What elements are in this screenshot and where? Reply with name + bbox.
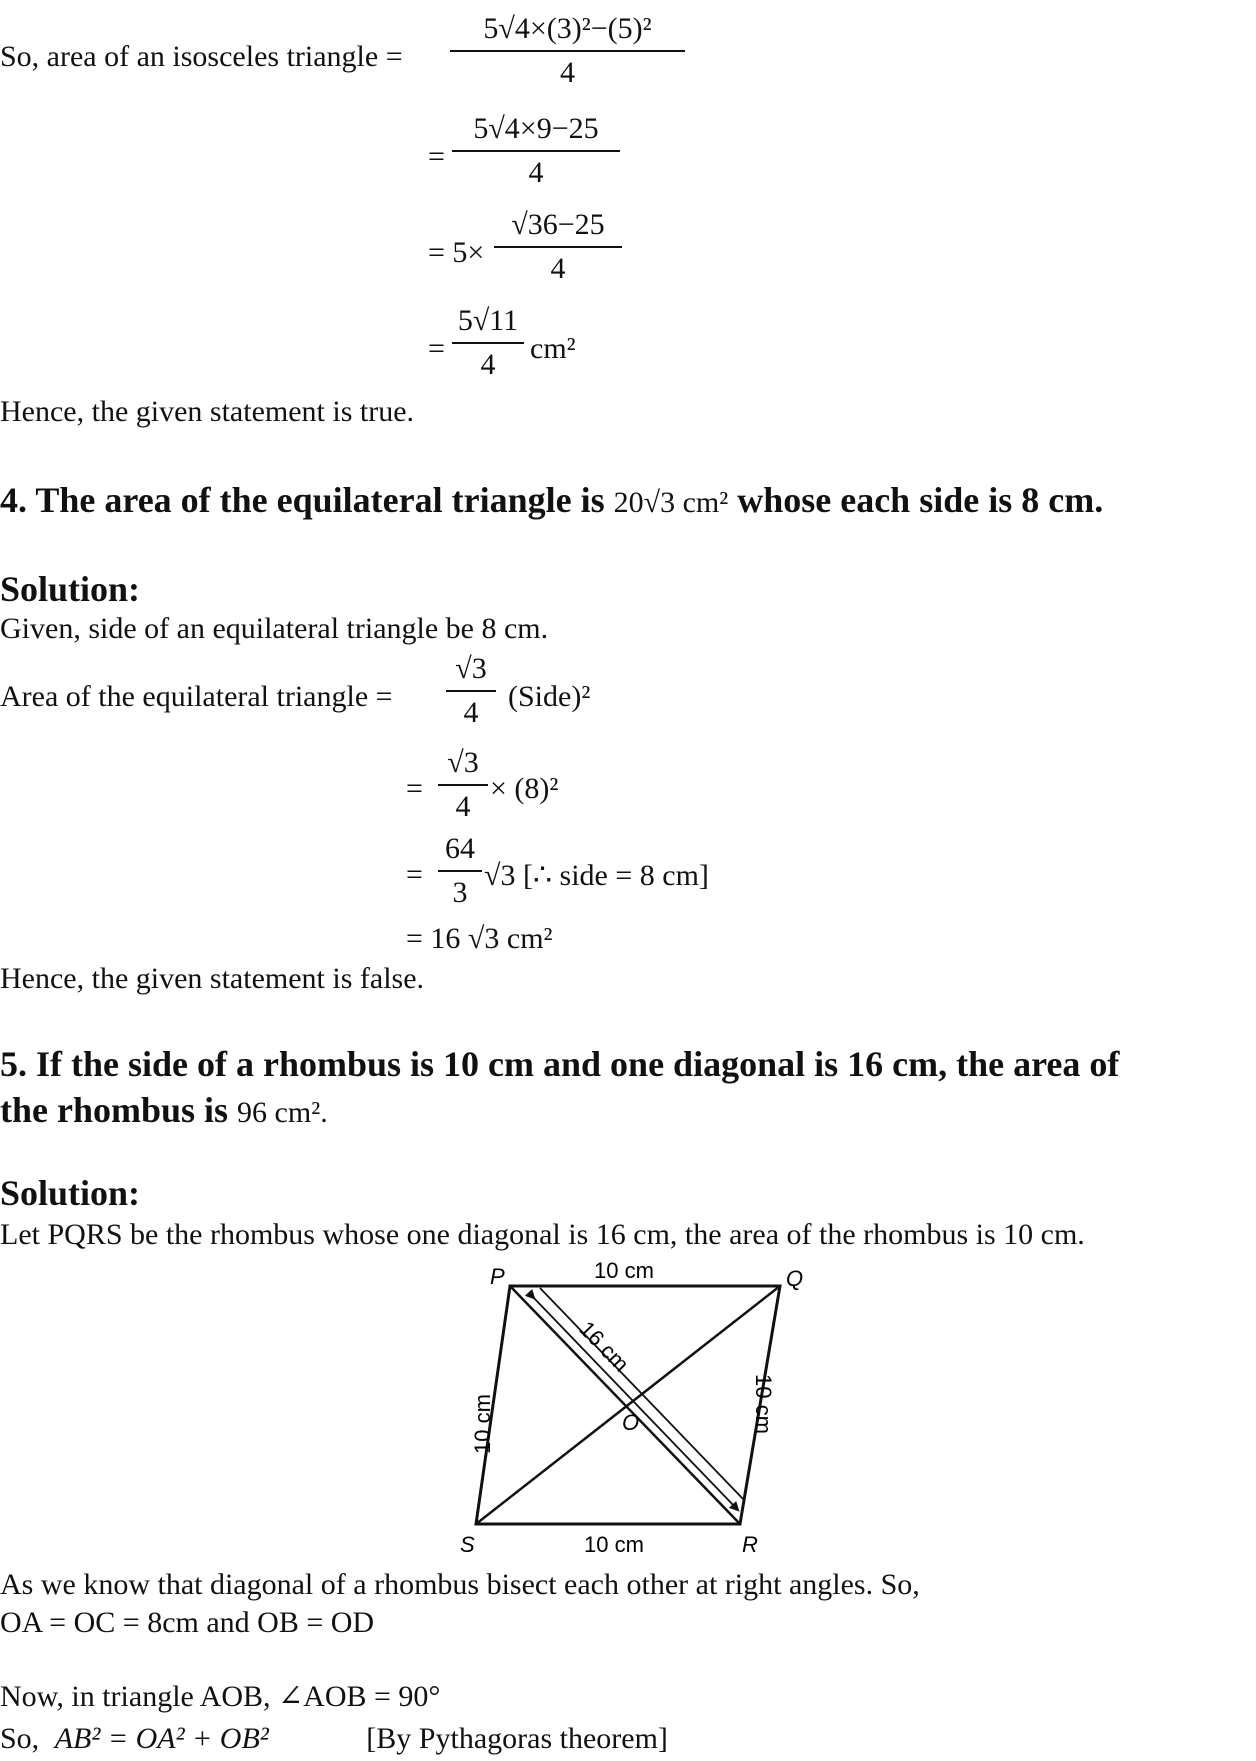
q5-so-math: AB² = OA² + OB² <box>54 1722 269 1755</box>
step4-denominator: 4 <box>480 348 496 381</box>
q4-step2-fraction <box>438 832 482 910</box>
step2-numerator: 5√4×9−25 <box>473 112 599 145</box>
q5-heading-line1: 5. If the side of a rhombus is 10 cm and one diagonal is 16 cm, the area of <box>0 1044 1120 1084</box>
q5-fact: As we know that diagonal of a rhombus bisect each other at right angles. So, <box>0 1568 920 1601</box>
q5-heading-line2 <box>0 1090 328 1133</box>
step1-denominator: 4 <box>560 56 575 89</box>
q4-step2-denominator: 3 <box>452 876 468 909</box>
diagonal-measure-arrow <box>532 1296 736 1508</box>
isosceles-step3-fraction <box>494 208 622 286</box>
q4-formula-fraction <box>446 652 496 730</box>
q4-step2-tail: √3 [∴ side = 8 cm] <box>484 859 709 892</box>
step2-denominator: 4 <box>528 156 544 189</box>
q5-so-reason: [By Pythagoras theorem] <box>366 1722 668 1755</box>
q5-solution-label: Solution: <box>0 1173 141 1213</box>
top-side-label: 10 cm <box>594 1262 654 1283</box>
q5-heading-text: the rhombus is <box>0 1090 229 1130</box>
q4-given: Given, side of an equilateral triangle be 8 cm. <box>0 612 549 645</box>
step1-numerator: 5√4×(3)²−(5)² <box>483 12 652 45</box>
q4-step1-numerator: √3 <box>447 746 479 779</box>
q4-step1-denominator: 4 <box>455 790 471 823</box>
vertex-s-label: S <box>460 1532 475 1557</box>
eq-sign: = <box>428 332 445 365</box>
part3-conclusion: Hence, the given statement is true. <box>0 395 415 428</box>
eq-sign: = <box>406 772 423 805</box>
formula-numerator: √3 <box>455 652 487 685</box>
q5-heading-math: 96 cm². <box>237 1096 328 1129</box>
q5-so-lead: So, <box>0 1722 40 1755</box>
q4-solution-label: Solution: <box>0 569 141 609</box>
formula-denominator: 4 <box>463 696 479 729</box>
rhombus-figure <box>460 1262 820 1562</box>
step3-numerator: √36−25 <box>511 208 605 241</box>
step3-denominator: 4 <box>550 252 566 285</box>
isosceles-area-lead: So, area of an isosceles triangle = <box>0 40 403 73</box>
q5-so <box>0 1722 668 1756</box>
diagonal-pr <box>510 1286 740 1524</box>
q4-step3: = 16 √3 cm² <box>406 922 553 955</box>
q5-intro: Let PQRS be the rhombus whose one diagonal is 16 cm, the area of the rhombus is 10 cm. <box>0 1218 1085 1251</box>
q4-heading <box>0 480 1103 523</box>
diagonal-measure-line <box>540 1288 744 1500</box>
center-o-label: O <box>622 1410 640 1435</box>
bottom-side-label: 10 cm <box>584 1532 644 1557</box>
eq-sign: = <box>428 140 445 173</box>
q4-heading-math: 20√3 cm² <box>613 486 729 519</box>
diagonal-qs <box>476 1286 780 1524</box>
q4-conclusion: Hence, the given statement is false. <box>0 962 425 995</box>
step4-numerator: 5√11 <box>457 304 519 337</box>
vertex-p-label: P <box>490 1264 505 1289</box>
q5-fact2: OA = OC = 8cm and OB = OD <box>0 1606 375 1639</box>
left-side-label: 10 cm <box>470 1394 495 1454</box>
step4-unit: cm² <box>530 332 576 365</box>
q4-step1-tail: × (8)² <box>490 772 559 805</box>
q4-step1-fraction <box>438 746 488 824</box>
q4-formula-tail: (Side)² <box>508 680 591 713</box>
q4-heading-text-b: whose each side is 8 cm. <box>737 480 1104 520</box>
q4-formula-lead: Area of the equilateral triangle = <box>0 680 393 713</box>
isosceles-step2-fraction <box>452 112 620 190</box>
step3-prefix: = 5× <box>428 236 485 269</box>
diagonal-length-label: 16 cm <box>574 1316 635 1377</box>
eq-sign: = <box>406 858 423 891</box>
isosceles-step1-fraction <box>450 12 685 90</box>
q4-heading-text-a: 4. The area of the equilateral triangle is <box>0 480 605 520</box>
right-side-label: 10 cm <box>751 1374 776 1434</box>
q4-step2-numerator: 64 <box>445 832 475 865</box>
q5-now: Now, in triangle AOB, ∠AOB = 90° <box>0 1680 441 1713</box>
vertex-r-label: R <box>742 1532 758 1557</box>
isosceles-step4-fraction <box>452 304 524 382</box>
vertex-q-label: Q <box>786 1266 804 1291</box>
